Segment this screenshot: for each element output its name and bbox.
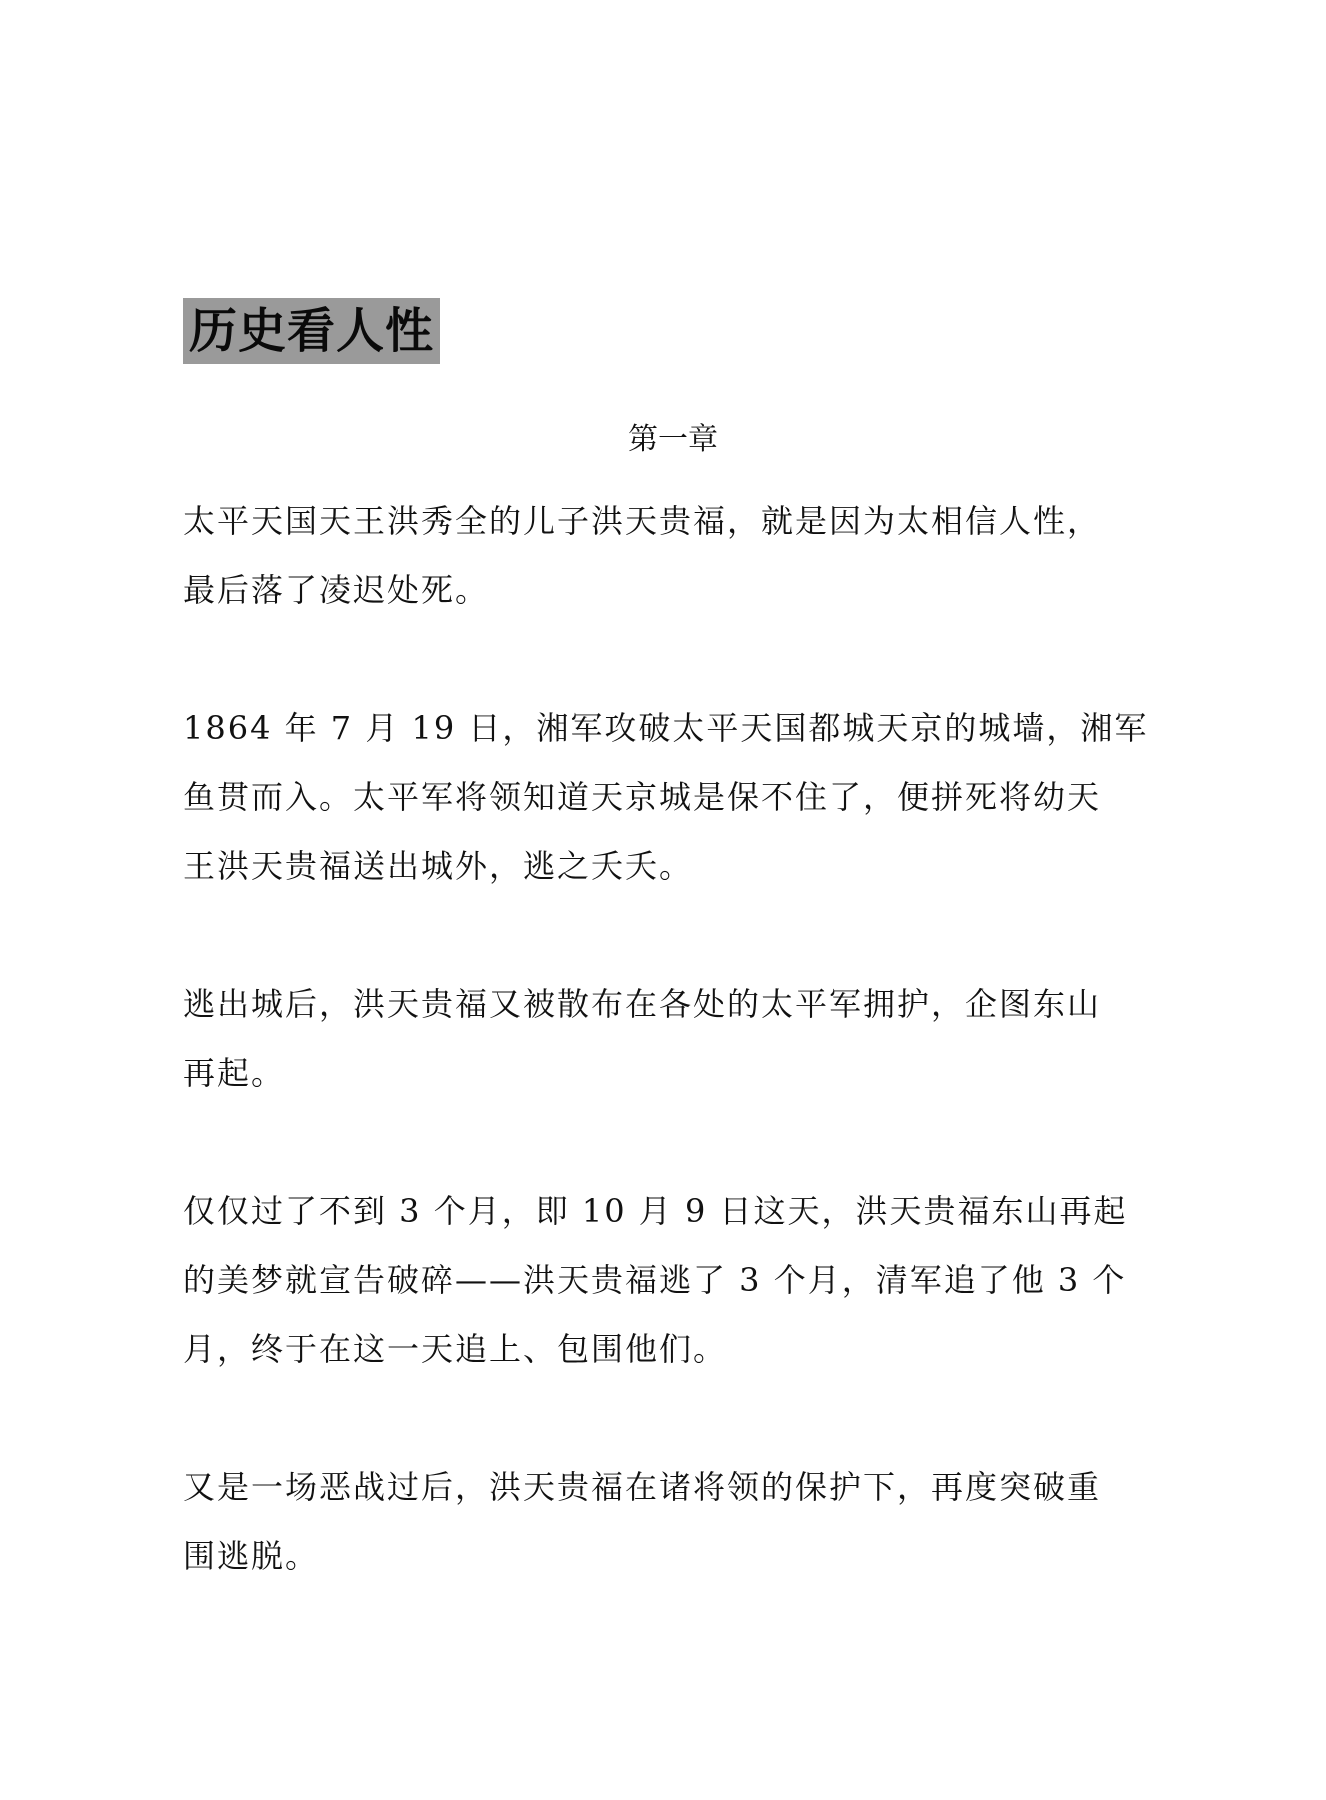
paragraph-line: 逃出城后，洪天贵福又被散布在各处的太平军拥护，企图东山 — [183, 985, 1102, 1023]
document-title: 历史看人性 — [189, 303, 435, 359]
paragraph-line: 再起。 — [183, 1054, 286, 1092]
paragraph-line: 最后落了凌迟处死。 — [183, 571, 490, 609]
chapter-heading — [0, 420, 1326, 460]
paragraph-line: 月，终于在这一天追上、包围他们。 — [183, 1330, 728, 1368]
paragraph-line: 的美梦就宣告破碎——洪天贵福逃了 3 个月，清军追了他 3 个 — [183, 1261, 1127, 1299]
title-highlight — [183, 298, 440, 364]
paragraph-4 — [183, 1177, 1143, 1384]
paragraph-line: 王洪天贵福送出城外，逃之夭夭。 — [183, 847, 694, 885]
paragraph-3 — [183, 970, 1143, 1108]
paragraph-line: 1864 年 7 月 19 日，湘军攻破太平天国都城天京的城墙，湘军 — [183, 709, 1149, 747]
paragraph-line: 鱼贯而入。太平军将领知道天京城是保不住了，便拼死将幼天 — [183, 778, 1102, 816]
paragraph-2 — [183, 694, 1149, 901]
paragraph-line: 又是一场恶战过后，洪天贵福在诸将领的保护下，再度突破重 — [183, 1468, 1102, 1506]
body-text — [183, 487, 1149, 1660]
paragraph-line: 太平天国天王洪秀全的儿子洪天贵福，就是因为太相信人性， — [183, 502, 1102, 540]
paragraph-line: 围逃脱。 — [183, 1537, 320, 1575]
paragraph-5 — [183, 1453, 1143, 1591]
paragraph-line: 仅仅过了不到 3 个月，即 10 月 9 日这天，洪天贵福东山再起 — [183, 1192, 1128, 1230]
chapter-label: 第一章 — [628, 422, 718, 457]
paragraph-1 — [183, 487, 1143, 625]
